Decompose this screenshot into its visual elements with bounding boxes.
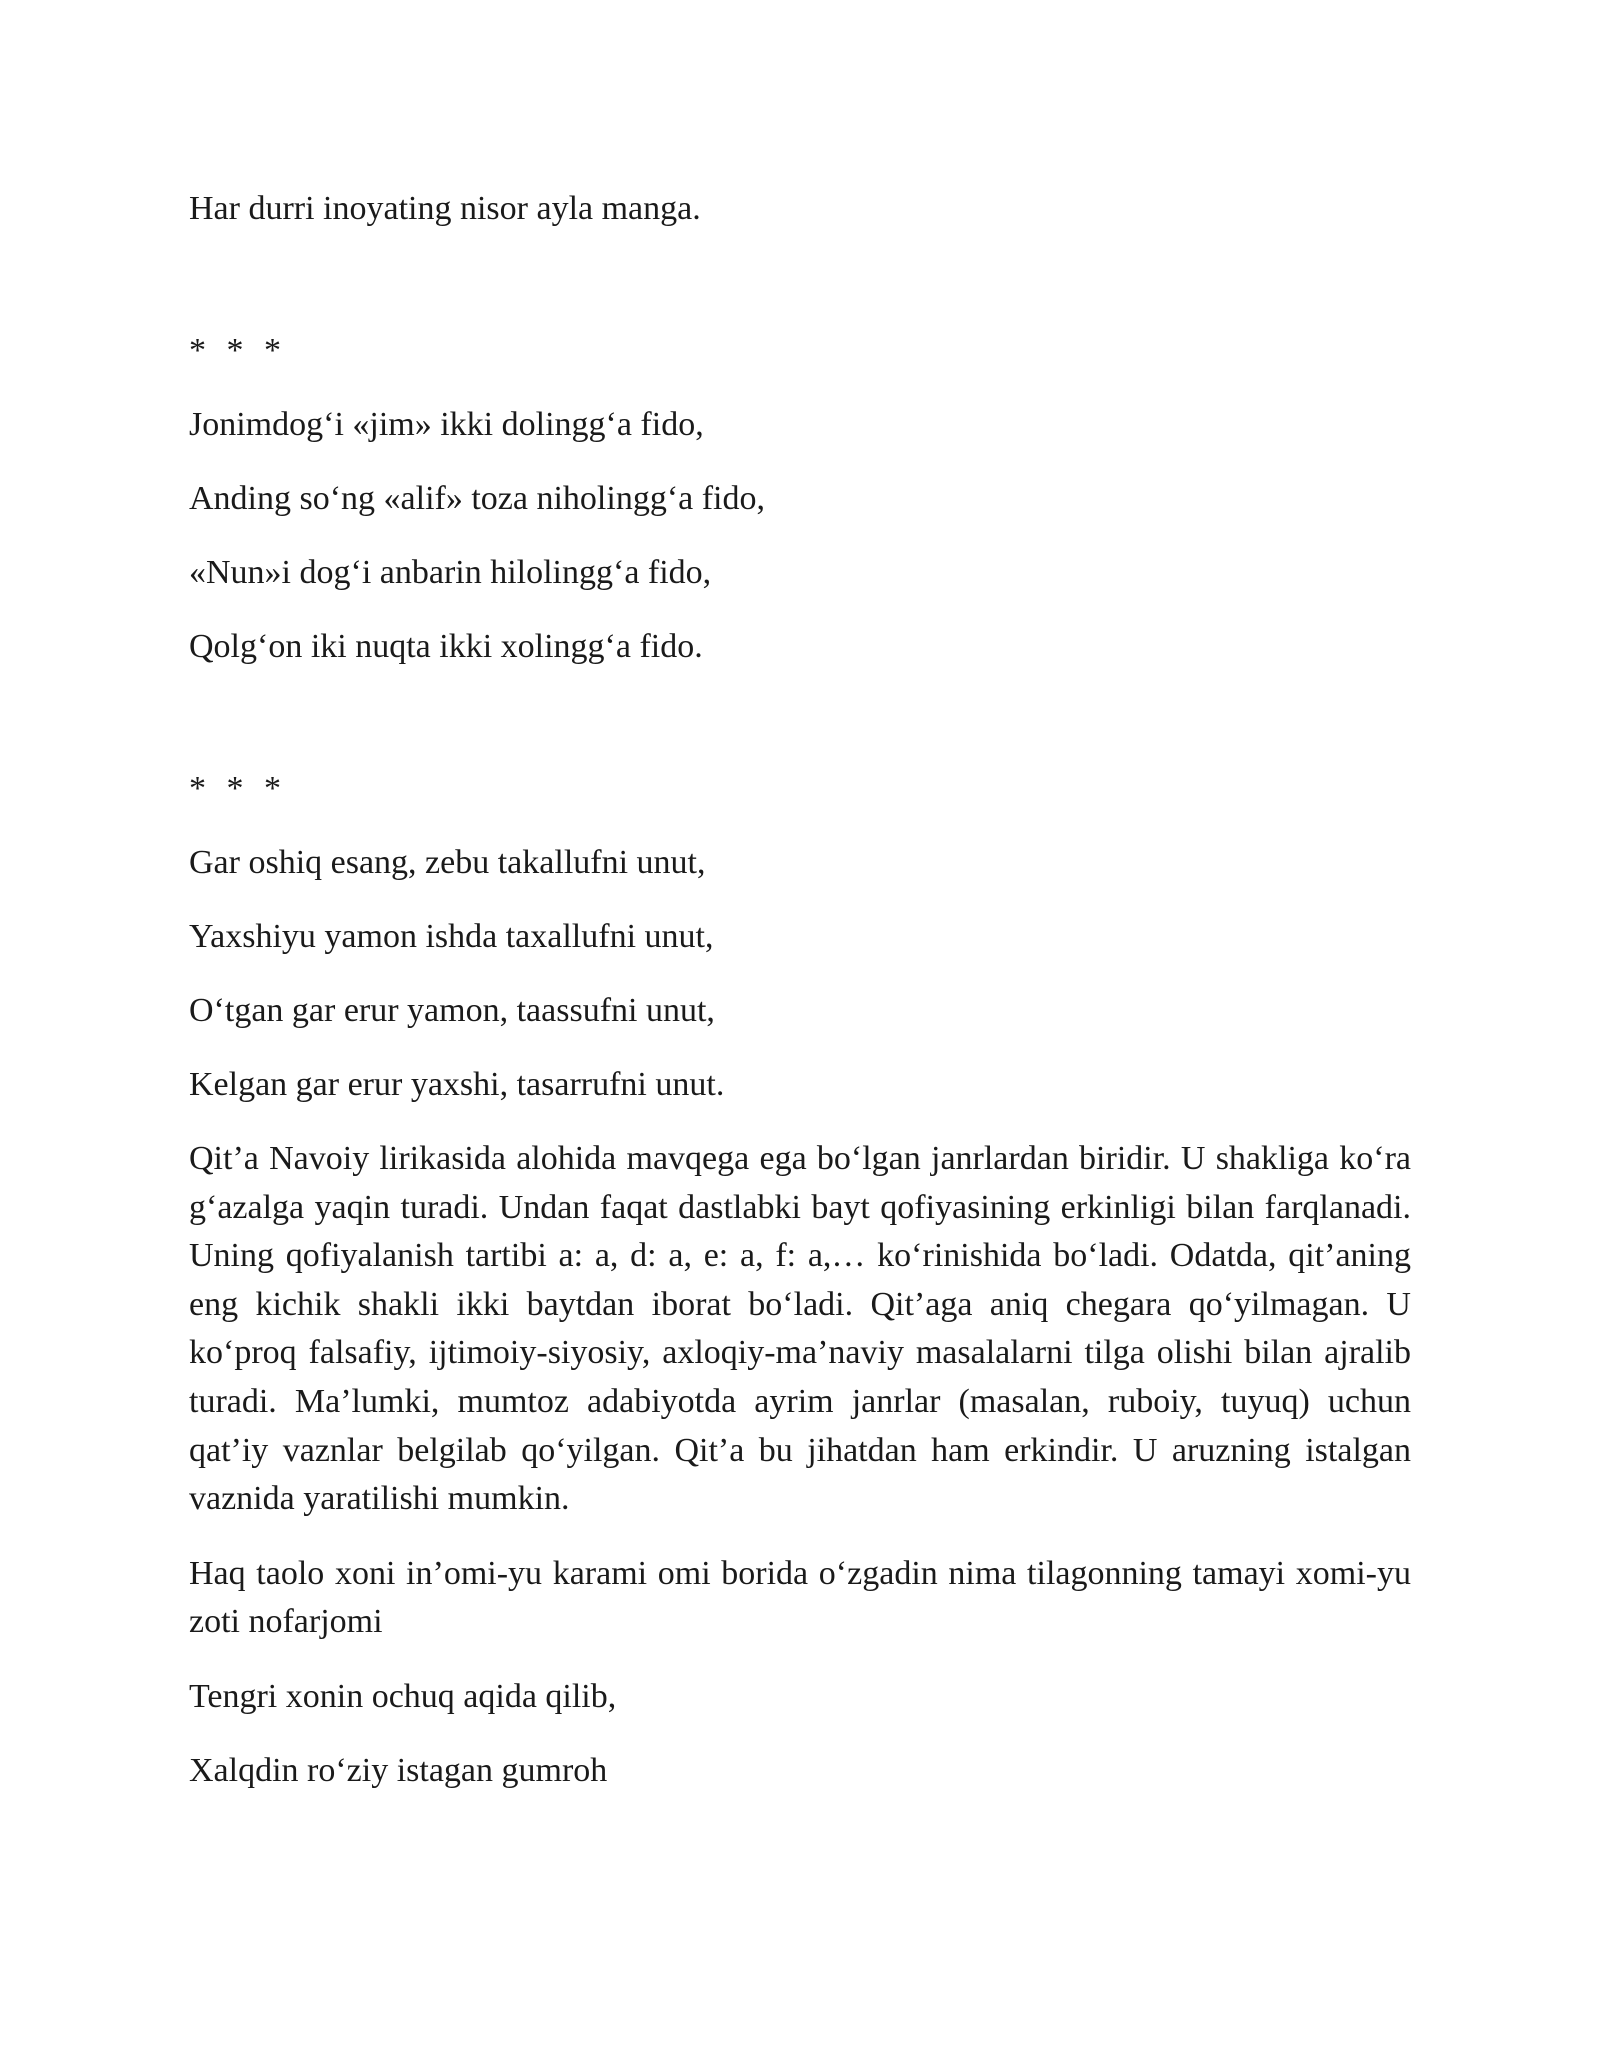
stanza-separator: * * *: [189, 332, 287, 369]
body-paragraph: Qit’a Navoiy lirikasida alohida mavqega ega bo‘lgan janrlardan biridir. U shakliga ko‘ra g‘azalga yaqin turadi. Undan faqat dastlabki bayt qofiyasining erkinligi bilan farqlanadi. Uning qofiyalanish tartibi a: a, d: a, e: a, f: a,… ko‘rinishida bo‘ladi. Odatda, qit’aning eng kichik shakli ikki baytdan iborat bo‘ladi. Qit’aga aniq chegara qo‘yilmagan. U ko‘proq falsafiy, ijtimoiy-siyosiy, axloqiy-ma’naviy masalalarni tilga olishi bilan ajralib turadi. Ma’lumki, mumtoz adabiyotda ayrim janrlar (masalan, ruboiy, tuyuq) uchun qat’iy vaznlar belgilab qo‘yilgan. Qit’a bu jihatdan ham erkindir. U aruzning istalgan vaznida yaratilishi mumkin.: [189, 1140, 1411, 1518]
stanza2-line-2: Yaxshiyu yamon ishda taxallufni unut,: [189, 918, 714, 955]
document-body: [189, 185, 1411, 1821]
stanza1-line-3: «Nun»i dog‘i anbarin hilolingg‘a fido,: [189, 554, 712, 591]
closing-verse-line-1: Tengri xonin ochuq aqida qilib,: [189, 1677, 617, 1715]
body-paragraph: Haq taolo xoni in’omi-yu karami omi borida o‘zgadin nima tilagonning tamayi xomi-yu zoti nofarjomi: [189, 1554, 1411, 1641]
closing-verse-line-2: Xalqdin ro‘ziy istagan gumroh: [189, 1751, 608, 1789]
stanza1-line-2: Anding so‘ng «alif» toza niholingg‘a fido,: [189, 480, 766, 517]
stanza2-line-1: Gar oshiq esang, zebu takallufni unut,: [189, 844, 706, 881]
stanza-separator: * * *: [189, 770, 287, 807]
stanza1-line-4: Qolg‘on iki nuqta ikki xolingg‘a fido.: [189, 628, 703, 665]
stanza2-line-3: O‘tgan gar erur yamon, taassufni unut,: [189, 992, 715, 1029]
stanza2-line-4: Kelgan gar erur yaxshi, tasarrufni unut.: [189, 1066, 725, 1103]
stanza1-line-1: Jonimdog‘i «jim» ikki dolingg‘a fido,: [189, 406, 704, 443]
intro-verse-line: Har durri inoyating nisor ayla manga.: [189, 190, 701, 227]
